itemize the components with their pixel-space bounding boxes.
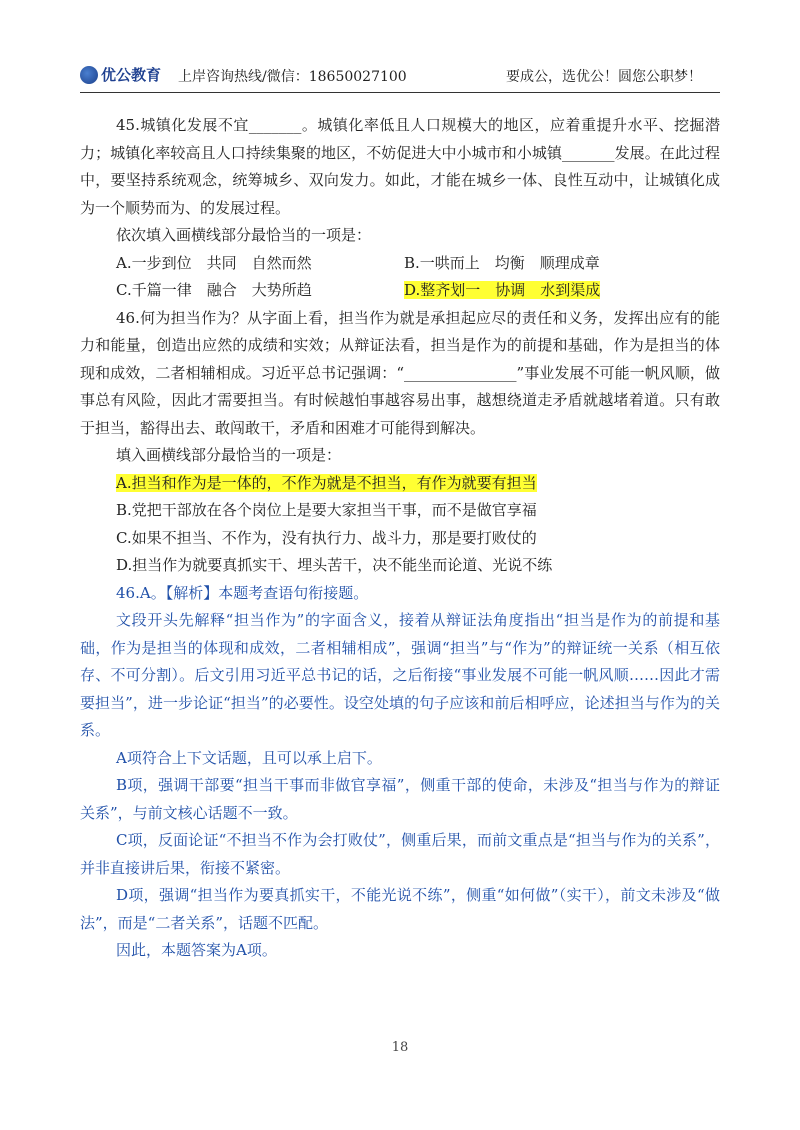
page-header <box>80 62 720 92</box>
q46-option-d: D.担当作为就要真抓实干、埋头苦干，决不能坐而论道、光说不练 <box>116 556 553 574</box>
analysis-option-d: D项，强调“担当作为要真抓实干，不能光说不练”，侧重“如何做”（实干），前文未涉及“做法”，而是“二者关系”，话题不匹配。 <box>80 886 720 932</box>
analysis-option-c: C项，反面论证“不担当不作为会打败仗”，侧重后果，而前文重点是“担当与作为的关系”，并非直接讲后果，衔接不紧密。 <box>80 831 720 877</box>
analysis-paragraph: 文段开头先解释“担当作为”的字面含义，接着从辩证法角度指出“担当是作为的前提和基础，作为是担当的体现和成效，二者相辅相成”，强调“担当”与“作为”的辩证统一关系（相互依存、不可分割）。后文引用习近平总书记的话，之后衔接“事业发展不可能一帆风顺……因此才需要担当”，进一步论证“担当”的必要性。设空处填的句子应该和前后相呼应，论述担当与作为的关系。 <box>80 611 720 739</box>
q46-option-a: A.担当和作为是一体的，不作为就是不担当，有作为就要有担当 <box>116 473 537 492</box>
analysis-option-b: B项，强调干部要“担当干事而非做官享福”，侧重干部的使命，未涉及“担当与作为的辩证关系”，与前文核心话题不一致。 <box>80 776 720 822</box>
analysis-heading: 46.A。【解析】本题考查语句衔接题。 <box>116 583 369 602</box>
q45-prompt: 依次填入画横线部分最恰当的一项是： <box>116 226 372 244</box>
page-content <box>80 112 720 965</box>
slogan-text: 要成公，选优公！圆您公职梦！ <box>506 69 702 85</box>
q45-option-a: A.一步到位 共同 自然而然 <box>116 253 312 272</box>
q45-options-row-1 <box>80 250 720 278</box>
q45-option-b: B.一哄而上 均衡 顺理成章 <box>404 253 600 272</box>
q46-stem: 46.何为担当作为？从字面上看，担当作为就是承担起应尽的责任和义务，发挥出应有的能力和能量，创造出应然的成绩和实效；从辩证法看，担当是作为的前提和基础，作为是担当的体现和成效，二者相辅相成。习近平总书记强调：“_______________”事业发展不可能一帆风顺，做事总有风险，因此才需要担当。有时候越怕事越容易出事，越想绕道走矛盾就越堵着道。只有敢于担当，豁得出去、敢闯敢干，矛盾和困难才可能得到解决。 <box>80 308 720 437</box>
q45-options-row-2 <box>80 277 720 305</box>
q45-option-c: C.千篇一律 融合 大势所趋 <box>116 281 312 299</box>
header-divider <box>80 92 720 93</box>
analysis-conclusion: 因此，本题答案为A项。 <box>116 941 277 959</box>
brand-logo <box>80 64 161 85</box>
brand-logo-icon <box>80 66 98 84</box>
q46-option-b: B.党把干部放在各个岗位上是要大家担当干事，而不是做官享福 <box>116 501 537 519</box>
q45-option-d: D.整齐划一 协调 水到渠成 <box>404 281 601 299</box>
q46-option-c: C.如果不担当、不作为，没有执行力、战斗力，那是要打败仗的 <box>116 528 537 547</box>
hotline-text: 上岸咨询热线/微信：18650027100 <box>178 69 407 85</box>
q46-prompt: 填入画横线部分最恰当的一项是： <box>116 446 342 464</box>
brand-name: 优公教育 <box>101 66 162 84</box>
analysis-option-a: A项符合上下文话题，且可以承上启下。 <box>116 748 382 767</box>
q45-stem: 45.城镇化发展不宜_______。城镇化率低且人口规模大的地区，应着重提升水平、挖掘潜力；城镇化率较高且人口持续集聚的地区，不妨促进大中小城市和小城镇_______发展。在此过程中，要坚持系统观念，统筹城乡、双向发力。如此，才能在城乡一体、良性互动中，让城镇化成为一个顺势而为、的发展过程。 <box>80 116 720 217</box>
page-number: 18 <box>391 1040 409 1055</box>
